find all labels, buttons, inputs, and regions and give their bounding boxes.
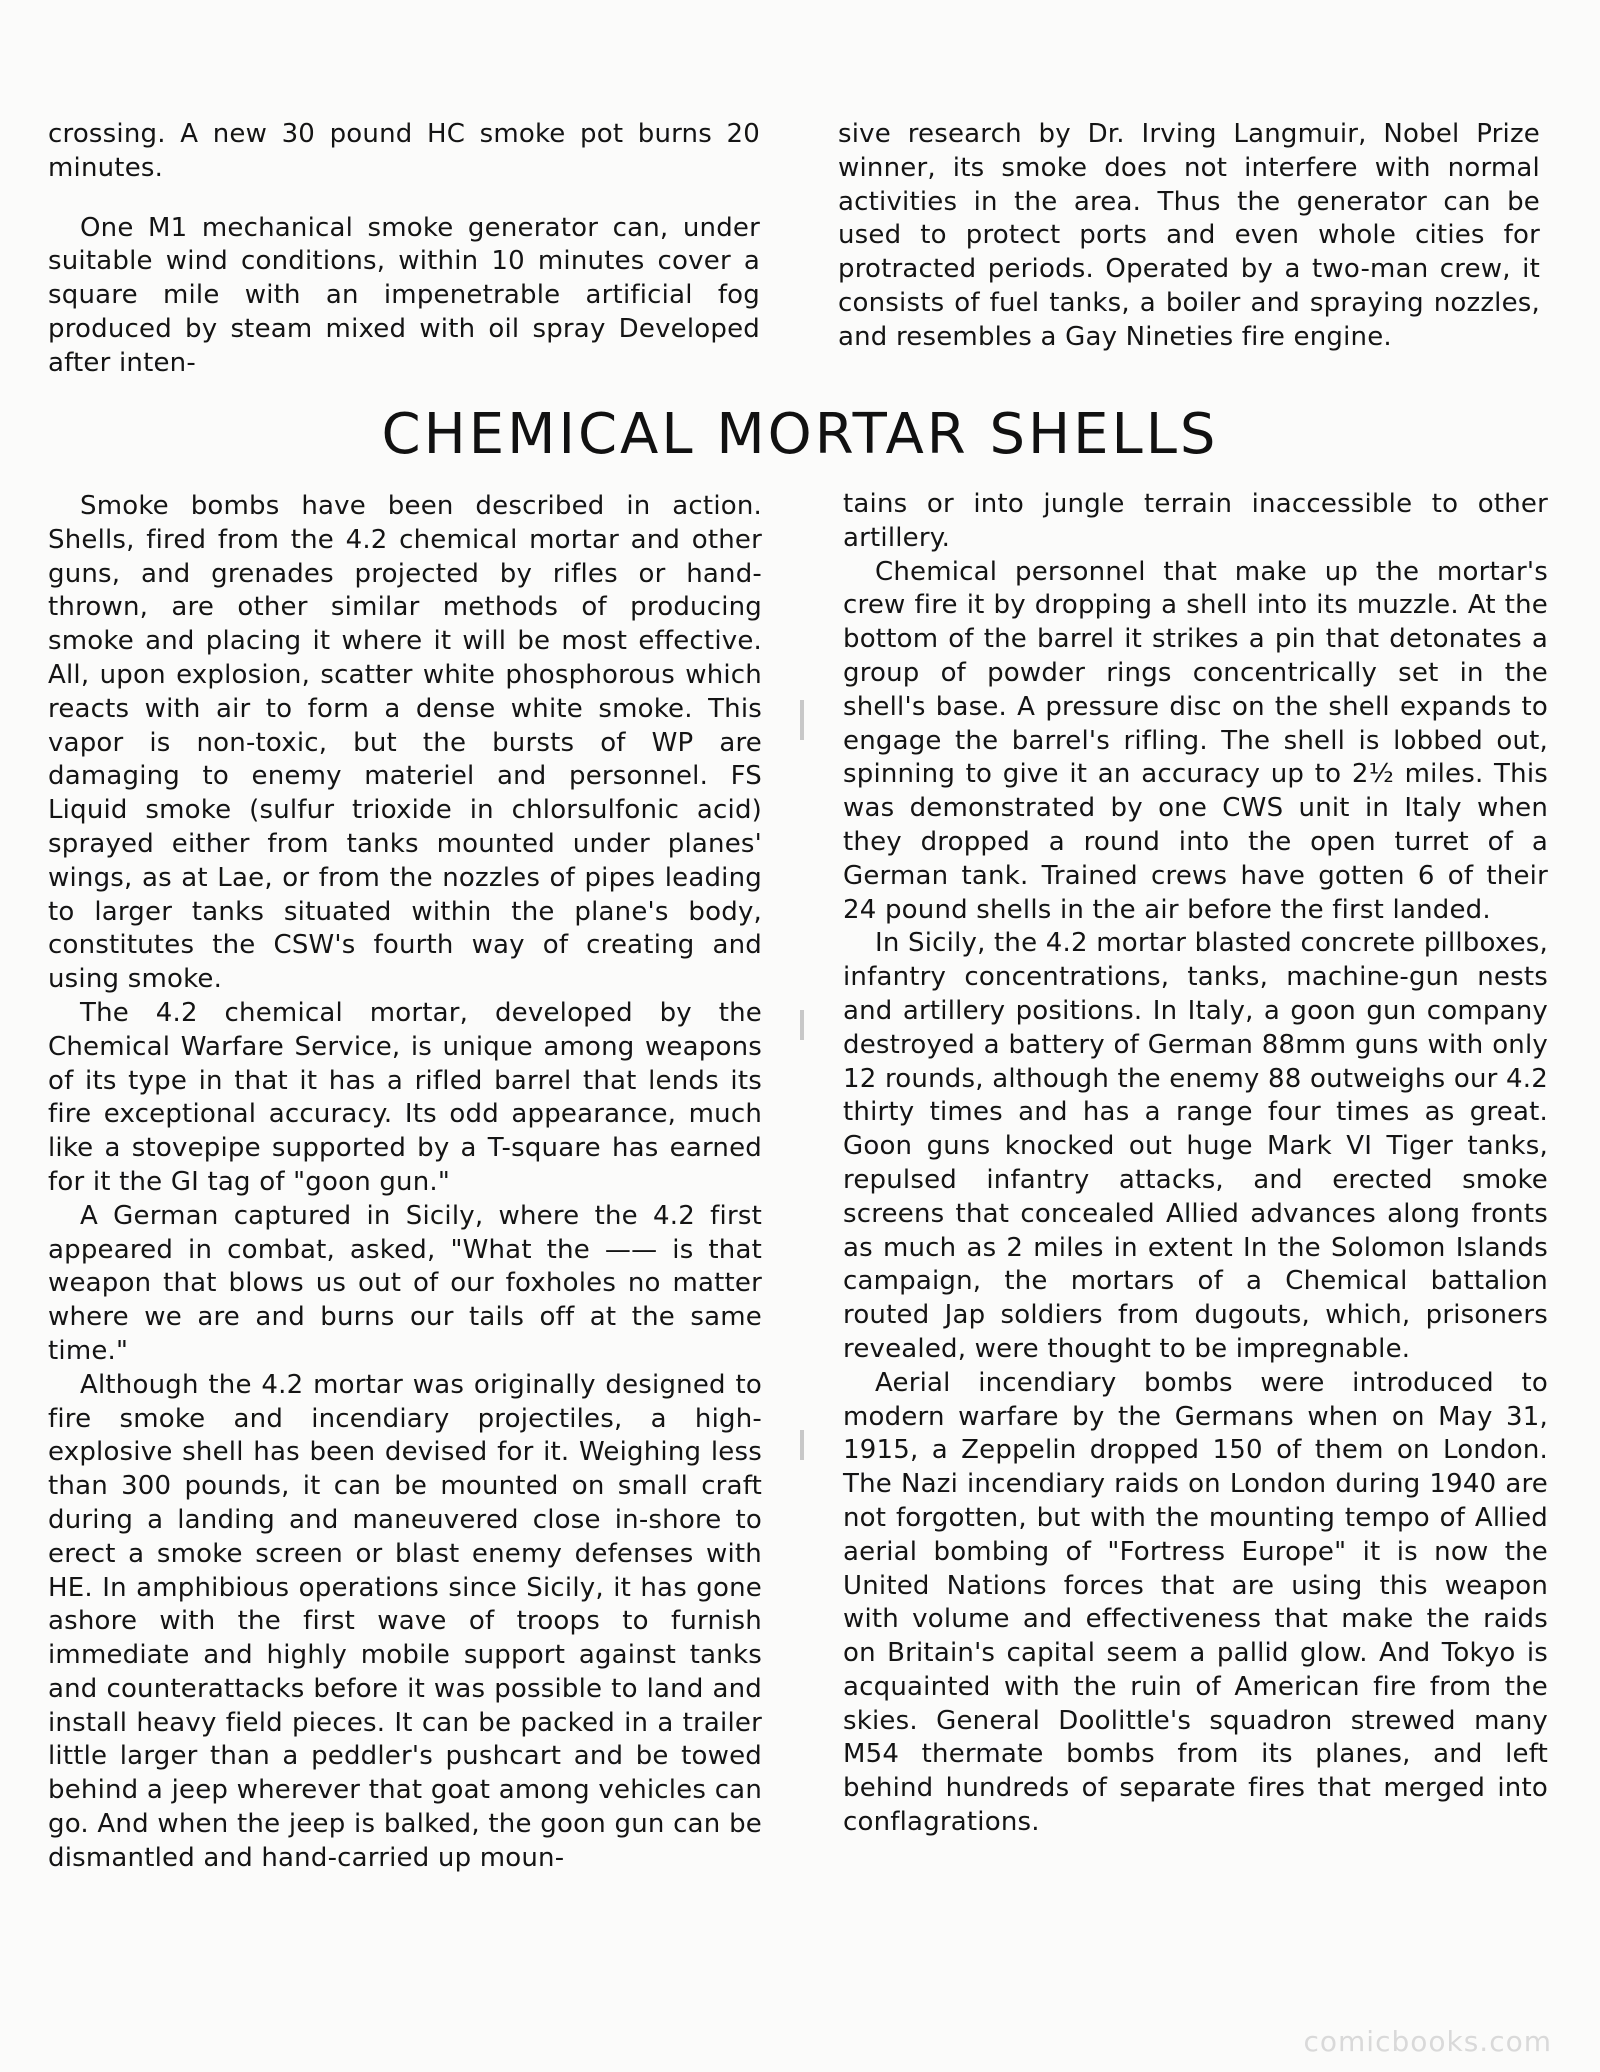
right-paragraph-4: Aerial incendiary bombs were introduced to modern warfare by the Germans when on May 31, 1915, a Zeppelin dropped 150 of them on London. The Nazi incendiary raids on London during 1940 are not forgotten, but with the mounting tempo of Allied aerial bombing of "Fortress Europe" it is now the United Nations forces that are using this weapon with volume and effectiveness that make the raids on Britain's capital seem a pallid glow. And Tokyo is acquainted with the ruin of American fire from the skies. General Doolittle's squadron strewed many M54 thermate bombs from its planes, and left behind hundreds of separate fires that merged into conflagrations. — [843, 1367, 1548, 1838]
right-paragraph-2: Chemical personnel that make up the mortar's crew fire it by dropping a shell into its muzzle. At the bottom of the barrel it strikes a pin that detonates a group of powder rings concentrically set in the shell's base. A pressure disc on the shell expands to engage the barrel's rifling. The shell is lobbed out, spinning to give it an accuracy up to 2½ miles. This was demonstrated by one CWS unit in Italy when they dropped a round into the open turret of a German tank. Trained crews have gotten 6 of their 24 pound shells in the air before the first landed. — [843, 556, 1548, 925]
top-left-column — [48, 118, 760, 381]
column-gutter-mark — [800, 1010, 804, 1040]
right-paragraph-3: In Sicily, the 4.2 mortar blasted concrete pillboxes, infantry concentrations, tanks, machine-gun nests and artillery positions. In Italy, a goon gun company destroyed a battery of German 88mm guns with only 12 rounds, although the enemy 88 outweighs our 4.2 thirty times and has a range four times as great. Goon guns knocked out huge Mark VI Tiger tanks, repulsed infantry attacks, and erected smoke screens that concealed Allied advances along fronts as much as 2 miles in extent In the Solomon Islands campaign, the mortars of a Chemical battalion routed Jap soldiers from dugouts, which, prisoners revealed, were thought to be impregnable. — [843, 928, 1548, 1364]
right-paragraph-1: tains or into jungle terrain inaccessible to other artillery. — [843, 489, 1548, 553]
right-article-column — [843, 488, 1548, 1840]
top-left-paragraph-1: crossing. A new 30 pound HC smoke pot burns 20 minutes. — [48, 119, 760, 183]
left-paragraph-3: A German captured in Sicily, where the 4.2 first appeared in combat, asked, "What the —— is that weapon that blows us out of our foxholes no matter where we are and burns our tails off at the same time." — [48, 1200, 762, 1366]
top-left-paragraph-2: One M1 mechanical smoke generator can, under suitable wind conditions, within 10 minutes cover a square mile with an impenetrable artificial fog produced by steam mixed with oil spray Developed after inten- — [48, 212, 760, 378]
top-right-paragraph-1: sive research by Dr. Irving Langmuir, Nobel Prize winner, its smoke does not interfere with normal activities in the area. Thus the generator can be used to protect ports and even whole cities for protracted periods. Operated by a two-man crew, it consists of fuel tanks, a boiler and spraying nozzles, and resembles a Gay Nineties fire engine. — [838, 119, 1540, 352]
left-article-column — [48, 490, 762, 1876]
column-gutter-mark — [800, 700, 804, 740]
site-watermark: comicbooks.com — [1303, 2025, 1552, 2058]
top-right-column — [838, 118, 1540, 355]
column-gutter-mark — [800, 1430, 804, 1460]
left-paragraph-4: Although the 4.2 mortar was originally designed to fire smoke and incendiary projectiles, a high-explosive shell has been devised for it. Weighing less than 300 pounds, it can be mounted on small craft during a landing and maneuvered close in-shore to erect a smoke screen or blast enemy defenses with HE. In amphibious operations since Sicily, it has gone ashore with the first wave of troops to furnish immediate and highly mobile support against tanks and counterattacks before it was possible to land and install heavy field pieces. It can be packed in a trailer little larger than a peddler's pushcart and be towed behind a jeep wherever that goat among vehicles can go. And when the jeep is balked, the goon gun can be dismantled and hand-carried up moun- — [48, 1369, 762, 1873]
left-paragraph-1: Smoke bombs have been described in action. Shells, fired from the 4.2 chemical mortar and other guns, and grenades projected by rifles or hand-thrown, are other similar methods of producing smoke and placing it where it will be most effective. All, upon explosion, scatter white phosphorous which reacts with air to form a dense white smoke. This vapor is non-toxic, but the bursts of WP are damaging to enemy materiel and personnel. FS Liquid smoke (sulfur trioxide in chlorsulfonic acid) sprayed either from tanks mounted under planes' wings, as at Lae, or from the nozzles of pipes leading to larger tanks situated within the plane's body, constitutes the CSW's fourth way of creating and using smoke. — [48, 491, 762, 995]
left-paragraph-2: The 4.2 chemical mortar, developed by the Chemical Warfare Service, is unique among weapons of its type in that it has a rifled barrel that lends its fire exceptional accuracy. Its odd appearance, much like a stovepipe supported by a T-square has earned for it the GI tag of "goon gun." — [48, 997, 762, 1197]
section-title: CHEMICAL MORTAR SHELLS — [381, 402, 1219, 467]
